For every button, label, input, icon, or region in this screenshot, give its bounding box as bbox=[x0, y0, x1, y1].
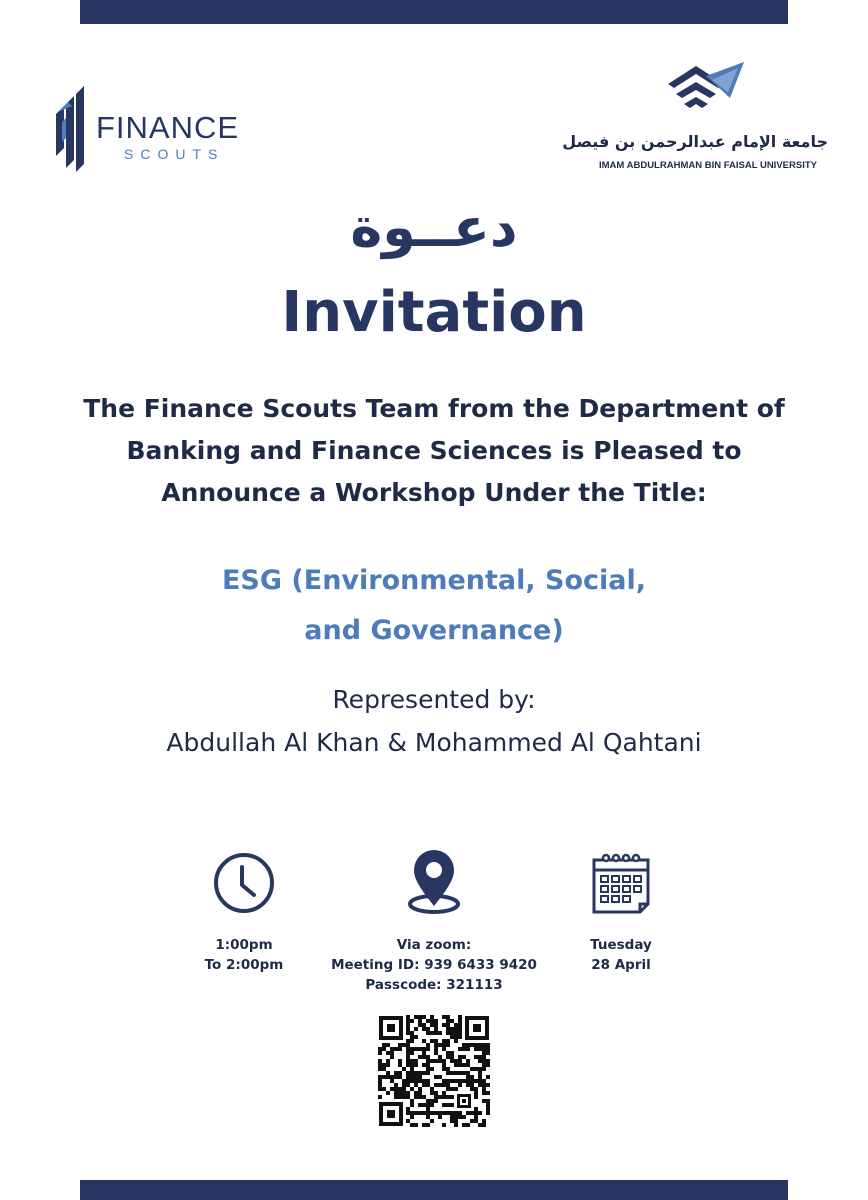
clock-icon bbox=[212, 851, 276, 915]
bottom-decorative-bar bbox=[80, 1180, 788, 1200]
time-start: 1:00pm bbox=[215, 937, 273, 953]
time-info bbox=[184, 935, 304, 975]
university-logo bbox=[562, 62, 828, 176]
finance-scouts-mark-icon bbox=[54, 82, 94, 174]
meeting-id: Meeting ID: 939 6433 9420 bbox=[331, 957, 537, 973]
location-info bbox=[314, 935, 554, 995]
university-english-name: IMAM ABDULRAHMAN BIN FAISAL UNIVERSITY bbox=[599, 160, 817, 171]
title-arabic: دعــوة bbox=[350, 196, 518, 259]
university-emblem-icon bbox=[666, 62, 748, 122]
date-info bbox=[566, 935, 676, 975]
university-arabic-name: جامعة الإمام عبدالرحمن بن فيصل bbox=[562, 132, 828, 151]
finance-scouts-subtitle: SCOUTS bbox=[124, 146, 225, 162]
meeting-passcode: Passcode: 321113 bbox=[365, 977, 503, 993]
announcement-line: The Finance Scouts Team from the Department of bbox=[83, 394, 785, 423]
finance-scouts-name: FINANCE bbox=[96, 110, 240, 145]
calendar-icon bbox=[590, 850, 652, 916]
workshop-title-line: and Governance) bbox=[304, 615, 564, 646]
time-end: To 2:00pm bbox=[204, 957, 284, 973]
map-pin-icon bbox=[404, 848, 464, 916]
qr-code-icon[interactable] bbox=[377, 1014, 491, 1128]
workshop-title-line: ESG (Environmental, Social, bbox=[221, 565, 647, 596]
presenters-names: Abdullah Al Khan & Mohammed Al Qahtani bbox=[166, 728, 702, 757]
title-english: Invitation bbox=[281, 280, 587, 345]
announcement-line: Announce a Workshop Under the Title: bbox=[161, 478, 707, 507]
workshop-title bbox=[134, 556, 734, 656]
finance-scouts-logo bbox=[54, 82, 254, 177]
top-decorative-bar bbox=[80, 0, 788, 24]
announcement-text bbox=[34, 388, 834, 514]
presenters-label: Represented by: bbox=[332, 685, 536, 714]
announcement-line: Banking and Finance Sciences is Pleased to bbox=[126, 436, 742, 465]
date-day: 28 April bbox=[591, 957, 651, 973]
date-weekday: Tuesday bbox=[590, 937, 652, 953]
location-platform: Via zoom: bbox=[396, 937, 472, 953]
